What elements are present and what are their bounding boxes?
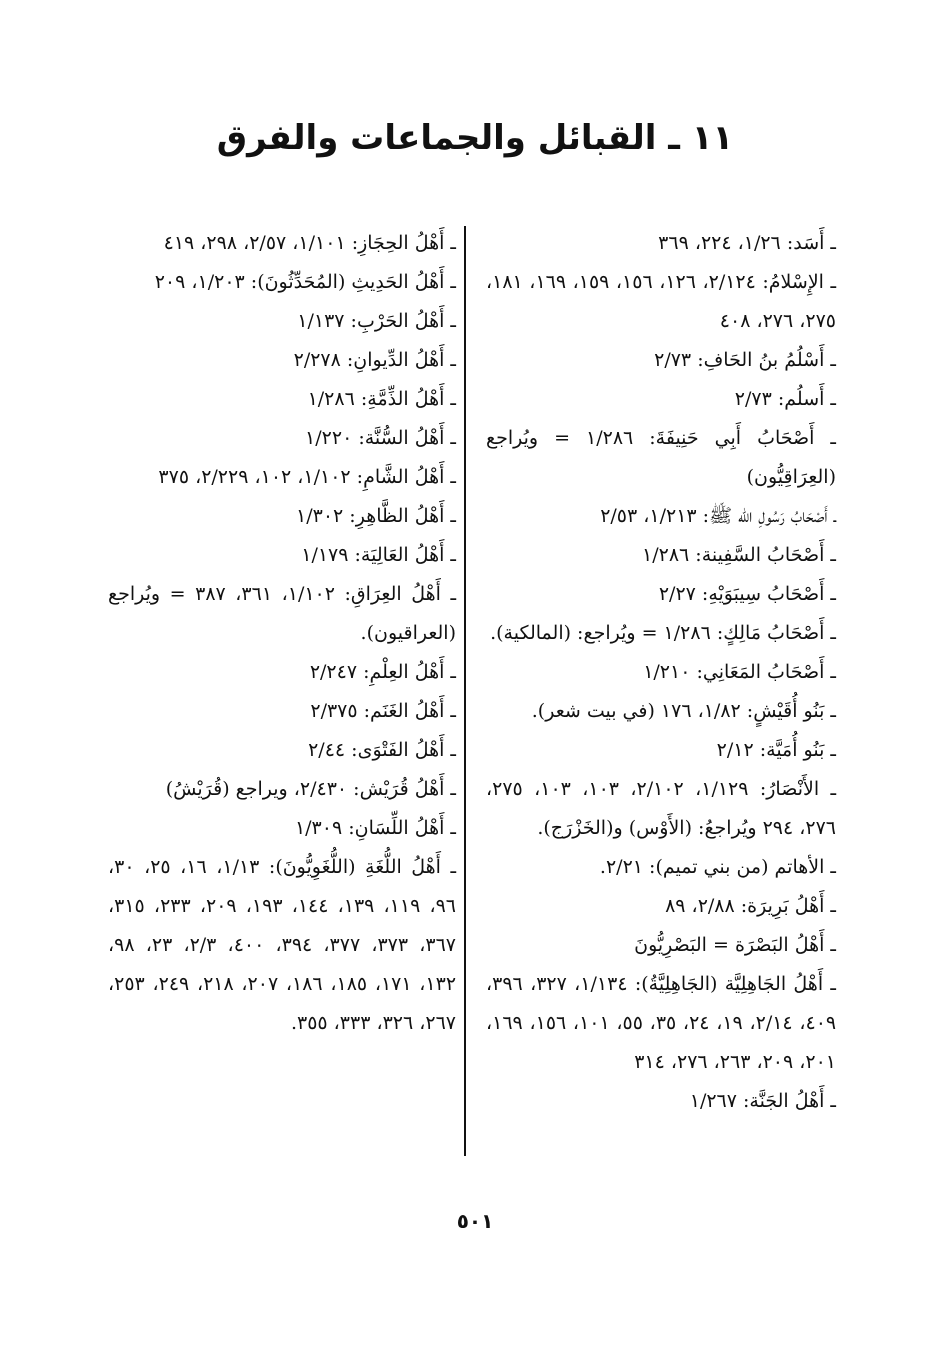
index-entry: ـ أَهْلُ الدِّيوانِ: ٢/٢٧٨ — [293, 349, 456, 371]
index-entry: ـ أَهْلُ الحَرْبِ: ١/١٣٧ — [297, 310, 456, 332]
index-entry: ـ أَهْلُ الشَّامِ: ١/١٠٢، ١٠٢، ٢/٢٢٩، ٣٧٥ — [158, 466, 456, 488]
index-entry: ـ أَهْلُ الظَّاهِرِ: ١/٣٠٢ — [296, 505, 456, 527]
index-entry: ـ أَهْلُ الحِجَازِ: ١/١٠١، ٢/٥٧، ٢٩٨، ٤١٩ — [163, 232, 456, 254]
index-entry: ـ أَهْلُ الجَاهِلِيَّة (الجَاهِلِيَّةُ): ١/١٣٤، ٣٢٧، ٣٩٦، ٤٠٩، ٢/١٤، ١٩، ٢٤، ٣٥، ٥٥، ١٠١، ١٥٦، ١٦٩، ٢٠١، ٢٠٩، ٢٦٣، ٢٧٦، ٣١٤ — [486, 973, 837, 1073]
index-entry: ـ أَهْلُ اللُّغَةِ (اللُّغَوِيُّونَ): ١/١٣، ١٦، ٢٥، ٣٠، ٩٦، ١١٩، ١٣٩، ١٤٤، ١٩٣، ٢٠٩، ٢٣٣، ٣١٥، ٣٦٧، ٣٧٣، ٣٧٧، ٣٩٤، ٤٠٠، ٢/٣، ٢٣، ٩٨، ١٣٢، ١٧١، ١٨٥، ١٨٦، ٢٠٧، ٢١٨، ٢٤٩، ٢٥٣، ٢٦٧، ٣٢٦، ٣٣٣، ٣٥٥. — [108, 856, 457, 1034]
index-entry: ـ أَهْلُ الفَتْوَى: ٢/٤٤ — [308, 739, 456, 761]
index-entry: ـ الإِسْلامُ: ٢/١٢٤، ١٢٦، ١٥٦، ١٥٩، ١٦٩، ١٨١، ٢٧٥، ٢٧٦، ٤٠٨ — [486, 271, 837, 332]
index-entry: ـ أَهْلُ قُرَيْش: ٢/٤٣٠، ويراجع (قُرَيْشُ) — [165, 778, 456, 800]
index-entry: ـ أَصْحَابُ السَّفِينة: ١/٢٨٦ — [642, 544, 836, 566]
page-title: ١١ ـ القبائل والجماعات والفرق — [216, 118, 734, 158]
column-divider — [464, 226, 466, 1156]
index-entry: ـ أَهْلُ العَالِيَة: ١/١٧٩ — [301, 544, 456, 566]
index-entry: ـ أَصْحَابُ سِيبَوَيْهِ: ٢/٢٧ — [658, 583, 836, 605]
index-entry: ـ أَصْحَابُ مَالِكٍ: ١/٢٨٦ = ويُراجع: (المالكية). — [490, 622, 836, 644]
index-entry: ـ الأهاتم (من بني تميم): ٢/٢١. — [599, 856, 836, 878]
index-entry: ـ أَهْلُ السُّنَّة: ١/٢٢٠ — [305, 427, 456, 449]
index-entry: ـ بَنُو أُقَيْشٍ: ١/٨٢، ١٧٦ (في بيت شعر). — [531, 700, 836, 722]
index-column-right — [486, 224, 836, 1121]
index-entry: ـ أَهْلُ العِلْمِ: ٢/٢٤٧ — [309, 661, 456, 683]
index-entry: ـ أَهْلُ الجَنَّة: ١/٢٦٧ — [689, 1090, 836, 1112]
index-entry: ـ أَهْلُ البَصْرَة = البَصْرِيُّونَ — [634, 934, 836, 956]
index-entry: ـ أَهْلُ الذِّمَّةِ: ١/٢٨٦ — [307, 388, 456, 410]
index-entry: ـ الأَنْصَارُ: ١/١٢٩، ٢/١٠٢، ١٠٣، ١٠٣، ٢٧٥، ٢٧٦، ٢٩٤ ويُراجعُ: (الأَوْس) و(الخَزْرَج). — [486, 778, 837, 839]
index-entry: ـ أَسلُم: ٢/٧٣ — [734, 388, 836, 410]
index-entry: ـ أَسْلُمُ بنُ الحَافِ: ٢/٧٣ — [654, 349, 836, 371]
index-entry: ـ أَهْلُ الغَنَم: ٢/٣٧٥ — [310, 700, 456, 722]
index-entry: ـ أَسَد: ١/٢٦، ٢٢٤، ٣٦٩ — [658, 232, 836, 254]
index-entry: ـ بَنُو أُمَيَّة: ٢/١٢ — [716, 739, 836, 761]
index-column-left — [108, 224, 456, 1043]
index-entry: ـ أَهْلُ العِرَاقِ: ١/١٠٢، ٣٦١، ٣٨٧ = ويُراجع (العراقيون). — [108, 583, 457, 644]
index-entry: ـ أَهْلُ الحَدِيثِ (المُحَدِّثُونَ): ١/٢٠٣، ٢٠٩ — [154, 271, 456, 293]
index-entry: ـ أَهْلُ اللِّسَانِ: ١/٣٠٩ — [294, 817, 456, 839]
index-entry: ـ أَصْحَابُ المَعَانِي: ١/٢١٠ — [643, 661, 836, 683]
page-number: ٥٠١ — [456, 1209, 494, 1233]
index-entry: ـ أَهْلُ بَرِيرَة: ٢/٨٨، ٨٩ — [665, 895, 836, 917]
index-entry: ـ أَصْحَابُ رَسُولِ الله ﷺ: ١/٢١٣، ٢/٥٣ — [600, 505, 836, 527]
index-entry: ـ أَصْحَابُ أَبِي حَنِيفَةَ: ١/٢٨٦ = ويُراجع (العِرَاقِيُّون) — [486, 427, 836, 488]
